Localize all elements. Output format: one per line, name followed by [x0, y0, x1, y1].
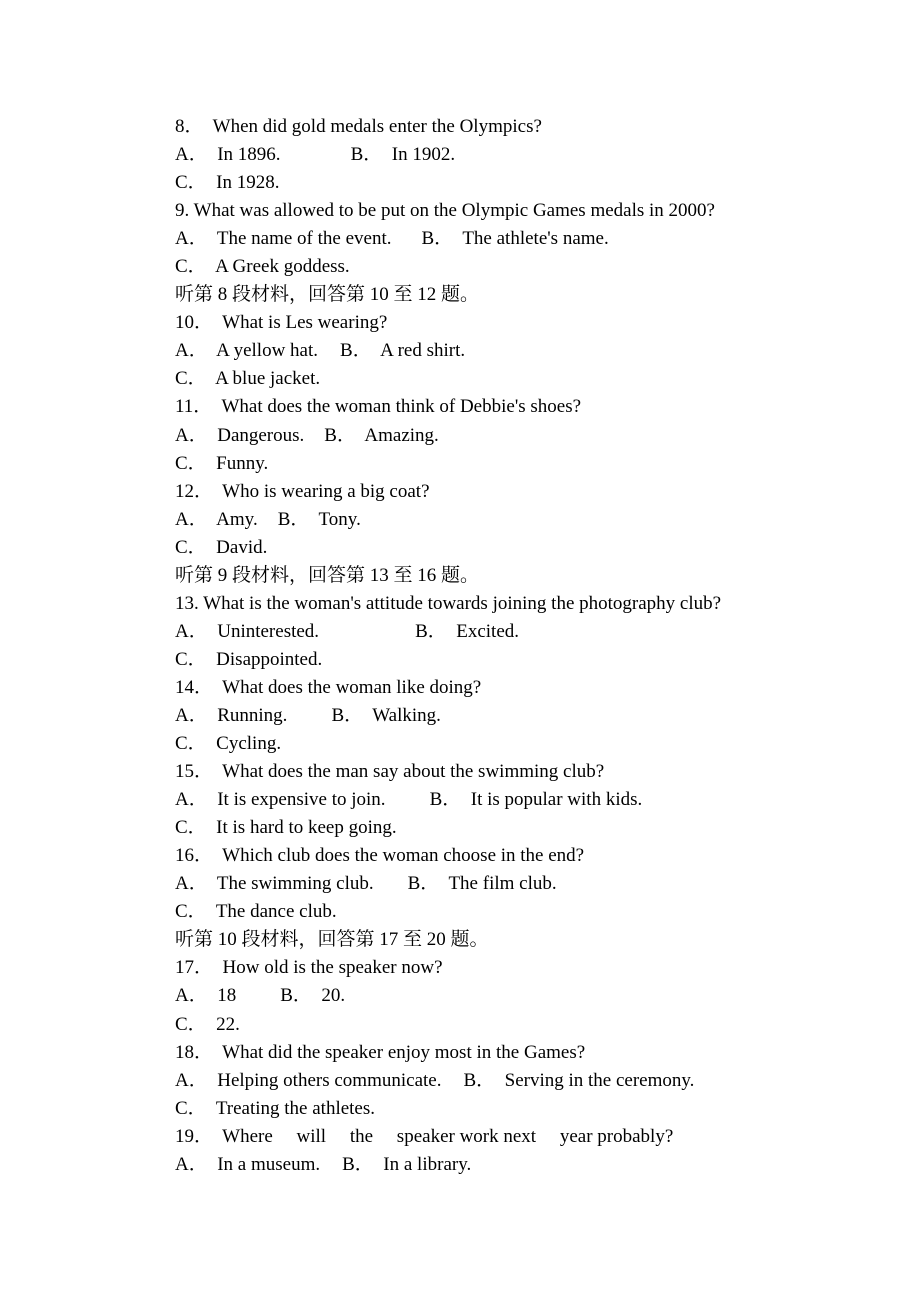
answer-options-row [175, 337, 875, 365]
option-c: C． It is hard to keep going. [175, 817, 397, 839]
option-c: C． A blue jacket. [175, 368, 321, 390]
question-text: 12． Who is wearing a big coat? [175, 480, 430, 502]
answer-options-row [175, 422, 875, 450]
option-c: C． Treating the athletes. [175, 1097, 376, 1119]
answer-options-row [175, 870, 875, 898]
answer-options-row [175, 982, 875, 1010]
section-instruction: 听第 9 段材料，回答第 13 至 16 题。 [175, 564, 480, 586]
question-text: 19． Where will the speaker work next year probably? [175, 1125, 674, 1147]
option-b: B． In a library. [342, 1153, 472, 1175]
question-text: 11． What does the woman think of Debbie's shoes? [175, 396, 582, 418]
option-c: C． A Greek goddess. [175, 256, 350, 278]
option-b: B． Excited. [415, 620, 520, 642]
option-b: B． A red shirt. [340, 340, 466, 362]
option-a: A． In a museum. [175, 1153, 321, 1175]
option-c: C． Disappointed. [175, 648, 323, 670]
answer-options-row [175, 618, 875, 646]
option-b: B． Amazing. [324, 424, 439, 446]
exam-page [175, 113, 875, 1179]
question-text: 9. What was allowed to be put on the Olympic Games medals in 2000? [175, 200, 715, 222]
option-b: B． Walking. [331, 704, 441, 726]
option-c: C． 22. [175, 1013, 240, 1035]
option-a: A． Running. [175, 704, 288, 726]
option-a: A． A yellow hat. [175, 340, 319, 362]
section-instruction: 听第 10 段材料，回答第 17 至 20 题。 [175, 929, 489, 951]
question-text: 18． What did the speaker enjoy most in the Games? [175, 1041, 586, 1063]
option-a: A． The swimming club. [175, 873, 374, 895]
answer-options-row [175, 506, 875, 534]
answer-options-row [175, 225, 875, 253]
option-a: A． Dangerous. [175, 424, 305, 446]
question-text: 13. What is the woman's attitude towards joining the photography club? [175, 592, 722, 614]
question-text: 15． What does the man say about the swimming club? [175, 761, 605, 783]
answer-options-row [175, 141, 875, 169]
question-text: 14． What does the woman like doing? [175, 676, 482, 698]
option-b: B． Serving in the ceremony. [463, 1069, 695, 1091]
option-a: A． Uninterested. [175, 620, 320, 642]
answer-options-row [175, 1067, 875, 1095]
question-text: 17． How old is the speaker now? [175, 957, 443, 979]
answer-options-row [175, 786, 875, 814]
option-c: C． The dance club. [175, 901, 337, 923]
option-b: B． Tony. [277, 508, 361, 530]
option-a: A． The name of the event. [175, 228, 392, 250]
option-b: B． The film club. [407, 873, 557, 895]
question-text: 10． What is Les wearing? [175, 312, 388, 334]
option-c: C． In 1928. [175, 172, 280, 194]
option-a: A． It is expensive to join. [175, 789, 386, 811]
option-a: A． 18 [175, 985, 237, 1007]
answer-options-row [175, 1151, 875, 1179]
answer-options-row [175, 702, 875, 730]
question-text: 16． Which club does the woman choose in the end? [175, 845, 585, 867]
option-a: A． In 1896. [175, 144, 281, 166]
option-b: B． 20. [280, 985, 346, 1007]
option-b: B． It is popular with kids. [429, 789, 643, 811]
option-c: C． Funny. [175, 452, 269, 474]
option-b: B． In 1902. [350, 144, 456, 166]
option-a: A． Helping others communicate. [175, 1069, 442, 1091]
option-c: C． Cycling. [175, 733, 282, 755]
option-c: C． David. [175, 536, 268, 558]
option-b: B． The athlete's name. [421, 228, 609, 250]
question-text: 8． When did gold medals enter the Olympics? [175, 116, 542, 137]
section-instruction: 听第 8 段材料，回答第 10 至 12 题。 [175, 284, 480, 306]
option-a: A． Amy. [175, 508, 258, 530]
